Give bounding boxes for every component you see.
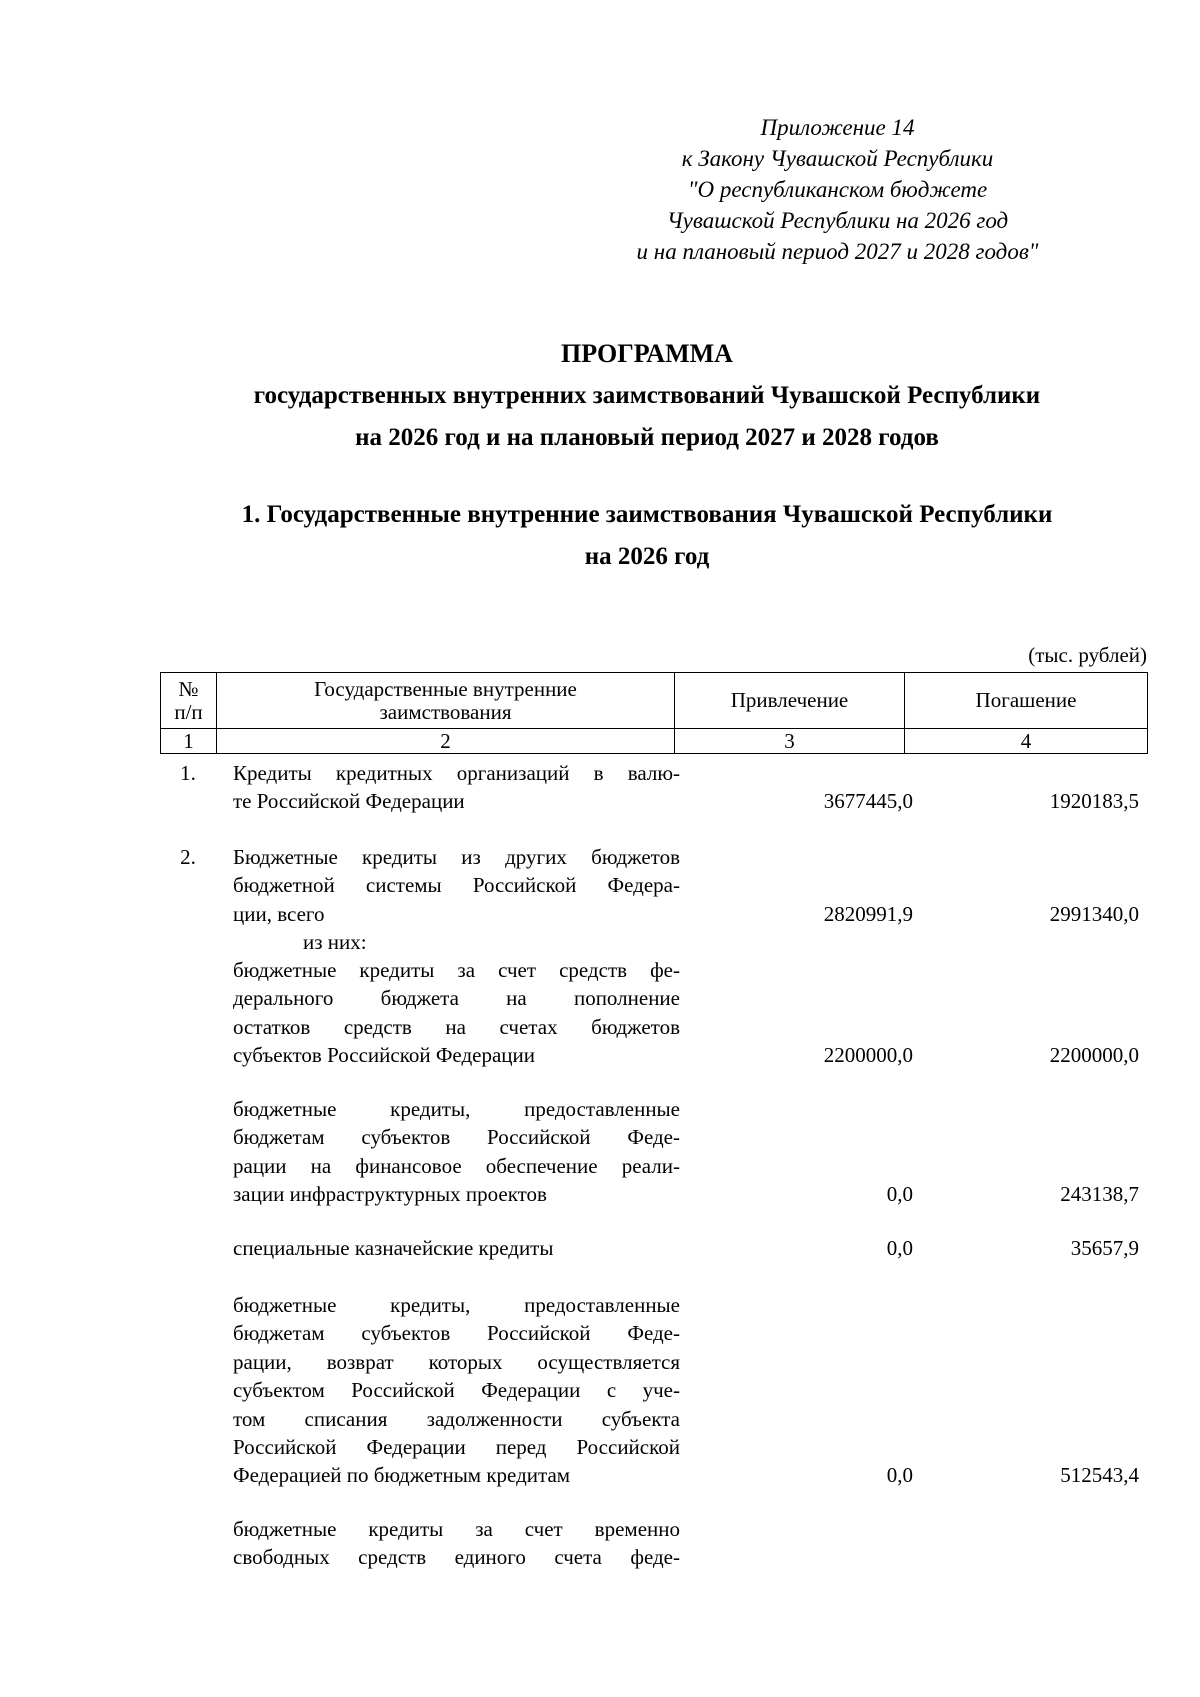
row-text-line: ции, всего <box>233 901 325 926</box>
appendix-line: Приложение 14 <box>760 115 915 140</box>
row-text-line: Бюджетные кредиты из других бюджетов <box>233 845 680 869</box>
row-number: 2. <box>180 845 196 869</box>
column-number: 1 <box>161 729 217 754</box>
column-number: 2 <box>217 729 675 754</box>
header-name-line: Государственные внутренние <box>314 676 577 701</box>
row-description <box>233 759 680 816</box>
row-text-line: Кредиты кредитных организаций в валю- <box>233 761 680 785</box>
row-text-line: бюджетные кредиты, предоставленные <box>233 1293 680 1317</box>
row-text-line: свободных средств единого счета феде- <box>233 1545 680 1570</box>
section-line: на 2026 год <box>584 543 710 570</box>
header-num-line: № <box>178 676 199 701</box>
header-name-line: заимствования <box>379 699 512 724</box>
title-line: ПРОГРАММА <box>561 339 733 368</box>
header-attraction: Привлечение <box>675 673 905 729</box>
row-description <box>233 1515 680 1572</box>
row-description <box>233 1095 680 1209</box>
document-title <box>0 333 1200 459</box>
row-text-line: субъектов Российской Федерации <box>233 1043 536 1068</box>
attraction-value: 0,0 <box>886 1463 913 1488</box>
row-text-line: бюджетной системы Российской Федера- <box>233 873 680 898</box>
header-name <box>217 673 675 729</box>
row-text-line: специальные казначейские кредиты <box>233 1236 554 1260</box>
row-text-line: дерального бюджета на пополнение <box>233 986 680 1011</box>
title-line: государственных внутренних заимствований Чувашской Республики <box>253 382 1041 409</box>
header-num-line: п/п <box>174 699 203 724</box>
row-text-line: Федерацией по бюджетным кредитам <box>233 1463 571 1488</box>
row-number: 1. <box>180 761 196 785</box>
row-text-line: зации инфраструктурных проектов <box>233 1182 547 1207</box>
appendix-header <box>560 112 1115 267</box>
repayment-value: 2991340,0 <box>1049 901 1139 926</box>
appendix-line: и на плановый период 2027 и 2028 годов" <box>636 239 1039 264</box>
column-number: 3 <box>675 729 905 754</box>
table-header <box>160 672 1148 754</box>
row-text-line: рации, возврат которых осуществляется <box>233 1349 680 1374</box>
column-number: 4 <box>905 729 1148 754</box>
repayment-value: 243138,7 <box>1060 1182 1139 1207</box>
units-label: (тыс. рублей) <box>1028 643 1147 667</box>
repayment-value: 512543,4 <box>1060 1463 1139 1488</box>
section-heading <box>0 494 1200 578</box>
row-text-line: бюджетные кредиты за счет временно <box>233 1517 680 1541</box>
row-text-line: те Российской Федерации <box>233 789 465 814</box>
row-text-line: Российской Федерации перед Российской <box>233 1435 680 1460</box>
attraction-value: 0,0 <box>886 1182 913 1207</box>
attraction-value: 3677445,0 <box>823 789 913 814</box>
row-description <box>233 1234 680 1262</box>
section-line: 1. Государственные внутренние заимствования Чувашской Республики <box>241 501 1053 528</box>
appendix-line: "О республиканском бюджете <box>687 177 988 202</box>
row-text-line: остатков средств на счетах бюджетов <box>233 1014 680 1039</box>
row-text-line: субъектом Российской Федерации с уче- <box>233 1378 680 1403</box>
row-text-line: том списания задолженности субъекта <box>233 1406 680 1431</box>
attraction-value: 2200000,0 <box>823 1043 913 1068</box>
row-text-line: рации на финансовое обеспечение реали- <box>233 1153 680 1178</box>
row-description <box>233 843 680 957</box>
row-text-line: бюджетные кредиты, предоставленные <box>233 1097 680 1121</box>
row-text-line: из них: <box>303 930 367 955</box>
repayment-value: 2200000,0 <box>1049 1043 1139 1068</box>
row-text-line: бюджетам субъектов Российской Феде- <box>233 1125 680 1150</box>
header-repayment: Погашение <box>905 673 1148 729</box>
row-text-line: бюджетам субъектов Российской Феде- <box>233 1321 680 1346</box>
repayment-value: 1920183,5 <box>1049 789 1139 814</box>
row-text-line: бюджетные кредиты за счет средств фе- <box>233 958 680 982</box>
appendix-line: Чувашской Республики на 2026 год <box>666 208 1009 233</box>
row-description <box>233 956 680 1070</box>
attraction-value: 0,0 <box>886 1236 913 1260</box>
row-description <box>233 1291 680 1490</box>
header-num <box>161 673 217 729</box>
appendix-line: к Закону Чувашской Республики <box>681 146 994 171</box>
repayment-value: 35657,9 <box>1070 1236 1139 1260</box>
title-line: на 2026 год и на плановый период 2027 и 2028 годов <box>355 424 939 451</box>
attraction-value: 2820991,9 <box>823 901 913 926</box>
